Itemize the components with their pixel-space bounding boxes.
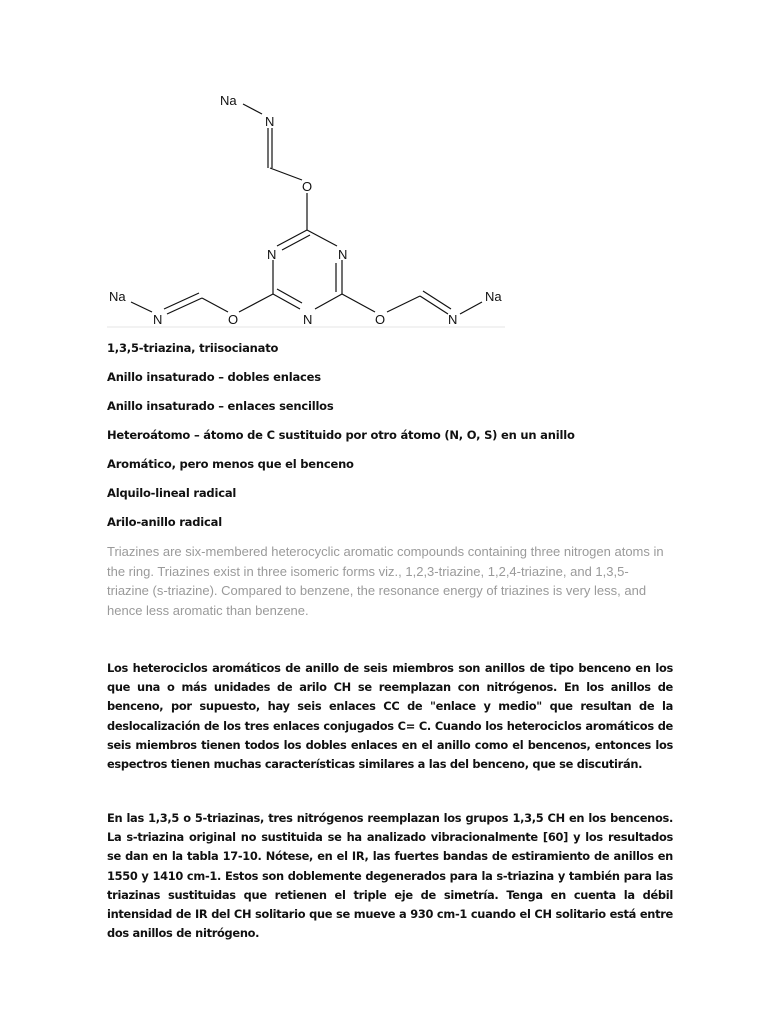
triazine-structure-figure <box>107 80 505 328</box>
bond-c-n-left-2 <box>164 293 199 309</box>
bond-lines <box>131 104 482 314</box>
line-heteroatom: Heteroátomo – átomo de C sustituido por otro átomo (N, O, S) en un anillo <box>107 428 575 442</box>
bond-ring-o-left <box>239 294 273 312</box>
triazine-structure-svg <box>107 80 505 328</box>
line-aromatic: Aromático, pero menos que el benceno <box>107 457 354 471</box>
paragraph-heterocycles: Los heterociclos aromáticos de anillo de seis miembros son anillos de tipo benceno en los que una o más unidades de arilo CH se reemplazan con nitrógenos. En los anillos de benceno, por supuesto, hay seis enlaces CC de "enlace y medio" que resultan de la deslocalización de los tres enlaces conjugados C= C. Cuando los heterociclos aromáticos de seis miembros tienen todos los dobles enlaces en el anillo como el bencenos, entonces los espectros tienen muchas características similares a las del benceno, que se discutirán. <box>107 661 673 772</box>
ring-bond-6 <box>315 294 342 309</box>
atom-na-left: Na <box>109 289 126 304</box>
paragraph-triazines: En las 1,3,5 o 5-triazinas, tres nitrógenos reemplazan los grupos 1,3,5 CH en los bencenos. La s-triazina original no sustituida se ha analizado vibracionalmente [60] y los resultados se dan en la tabla 17-10. Nótese, en el IR, las fuertes bandas de estiramiento de anillos en 1550 y 1410 cm-1. Estos son doblemente degenerados para la s-triazina y también para las triazinas sustituidas que retienen el triple eje de simetría. Tenga en cuenta la débil intensidad de IR del CH solitario que se mueve a 930 cm-1 cuando el CH solitario está entre dos anillos de nitrógeno. <box>107 811 673 941</box>
atom-n-ring-bottom: N <box>303 312 313 327</box>
english-paragraph: Triazines are six-membered heterocyclic aromatic compounds containing three nitrogen atoms in the ring. Triazines exist in three isomeric forms viz., 1,2,3-triazine, 1,2,4-triazine, and 1,3,5-triazine (s-triazine). Compared to benzene, the resonance energy of triazines is very less, and hence less aromatic than benzene. <box>107 544 664 618</box>
atom-o-right: O <box>375 312 386 327</box>
bond-c-n-left-1 <box>167 298 202 314</box>
line-single-bonds: Anillo insaturado – enlaces sencillos <box>107 399 334 413</box>
ring-bond-5b <box>277 289 302 303</box>
ring-bond-1a <box>277 230 307 246</box>
bond-o-c-right <box>387 296 420 312</box>
ring-bond-1b <box>282 235 310 250</box>
atom-na-top: Na <box>220 93 237 108</box>
ring-bond-2 <box>307 230 337 246</box>
bond-n-na-right <box>460 302 482 314</box>
line-triazine-name: 1,3,5-triazina, triisocianato <box>107 341 279 355</box>
bond-c-o-top <box>270 168 302 180</box>
line-alkyl: Alquilo-lineal radical <box>107 486 237 500</box>
atom-n-ring-right: N <box>338 247 348 262</box>
bond-o-c-left <box>202 298 228 312</box>
atom-n-right: N <box>448 312 458 327</box>
bond-ring-o-right <box>342 294 375 312</box>
bond-na-n-top <box>243 104 262 114</box>
line-aryl: Arilo-anillo radical <box>107 515 222 529</box>
atom-n-left: N <box>153 312 163 327</box>
atom-na-right: Na <box>485 289 502 304</box>
atom-n-top: N <box>265 114 275 129</box>
line-double-bonds: Anillo insaturado – dobles enlaces <box>107 370 321 384</box>
atom-o-top: O <box>302 179 313 194</box>
atom-n-ring-left: N <box>267 247 277 262</box>
bond-n-na-left <box>131 302 152 312</box>
ring-bond-5a <box>273 294 300 309</box>
atom-o-left: O <box>228 312 239 327</box>
